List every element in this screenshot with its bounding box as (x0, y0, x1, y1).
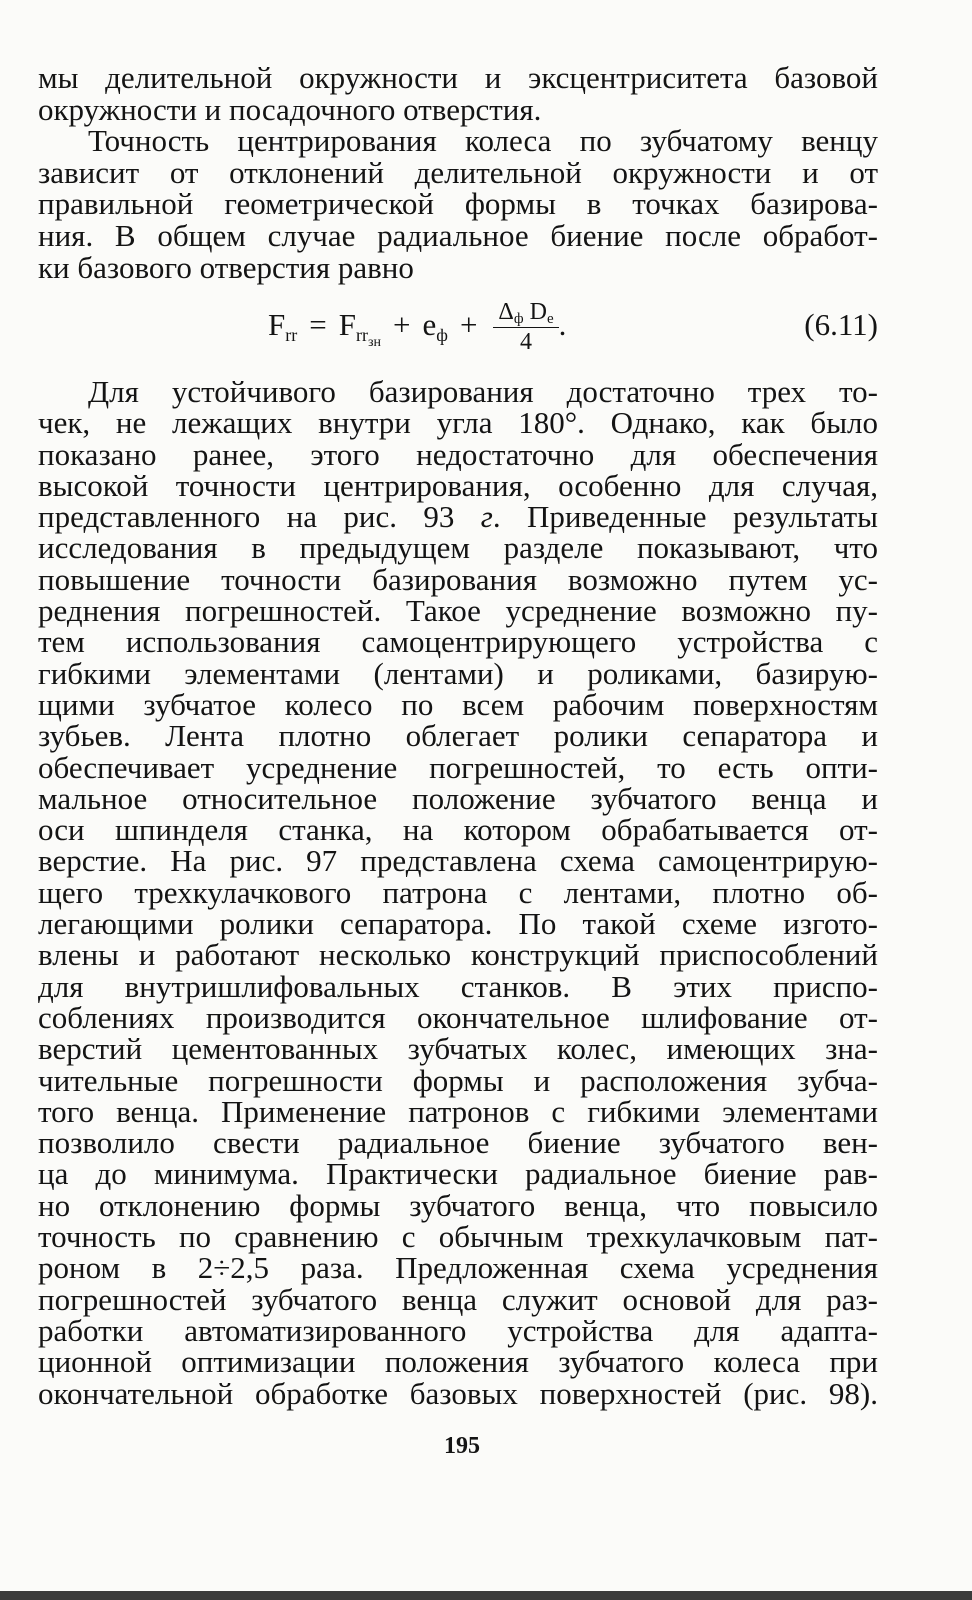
text-fragment: представленного на рис. 93 (38, 499, 481, 535)
text-line: высокой точности центрирования, особенно для случая, (38, 467, 878, 503)
fraction-numerator (493, 300, 558, 328)
text-line: гибкими элементами (лентами) и роликами, базирую- (38, 655, 878, 691)
text-line: зубьев. Лента плотно облегает ролики сепаратора и (38, 718, 878, 754)
paragraph (38, 376, 878, 1409)
equation-6-11 (268, 300, 878, 355)
text-line: ки базового отверстия равно (38, 249, 414, 285)
text-line: щими зубчатое колесо по всем рабочим поверхностям (38, 686, 878, 722)
text-line: окончательной обработке базовых поверхностей (рис. 98). (38, 1375, 878, 1411)
equals-sign: = (309, 306, 327, 342)
paragraph (38, 125, 878, 283)
text-line: щего трехкулачкового патрона с лентами, плотно об- (38, 874, 878, 910)
text-line: легающими ролики сепаратора. По такой схеме изгото- (38, 906, 878, 942)
text-line (38, 499, 879, 535)
figure-letter-italic: г (480, 499, 493, 535)
subscript: ф (513, 311, 524, 327)
text-line: но отклонению формы зубчатого венца, что повысило (38, 1187, 878, 1223)
text-block-main (38, 376, 878, 1409)
text-line: реднения погрешностей. Такое усреднение возможно пу- (38, 593, 878, 629)
symbol-delta: Δ (498, 299, 514, 325)
text-line: соблениях производится окончательное шлифование от- (38, 999, 878, 1035)
symbol-e: e (422, 306, 437, 342)
subscript-text: rr (355, 324, 368, 345)
symbol-f: F (338, 306, 356, 342)
text-line: мы делительной окружности и эксцентриситета базовой (38, 60, 878, 95)
plus-sign: + (459, 306, 478, 342)
subscript: e (546, 311, 554, 327)
equation-period: . (558, 306, 567, 342)
text-line: окружности и посадочного отверстия. (38, 91, 542, 127)
text-line: мальное относительное положение зубчатого венца и (38, 780, 878, 816)
text-line: чек, не лежащих внутри угла 180°. Однако, как было (38, 405, 878, 441)
text-line: зависит от отклонений делительной окружности и от (38, 154, 878, 190)
scan-edge (0, 1591, 972, 1600)
text-line: работки автоматизированного устройства для адапта- (38, 1312, 878, 1348)
subscript: ф (436, 324, 448, 345)
text-line: Для устойчивого базирования достаточно трех то- (88, 374, 878, 409)
text-line: роном в 2÷2,5 раза. Предложенная схема усреднения (38, 1250, 878, 1286)
text-line: исследования в предыдущем разделе показывают, что (38, 530, 878, 566)
text-line: обеспечивает усреднение погрешностей, то есть опти- (38, 749, 878, 785)
text-line: оси шпинделя станка, на котором обрабатывается от- (38, 812, 878, 848)
equation-number: (6.11) (804, 306, 878, 342)
text-line: повышение точности базирования возможно путем ус- (38, 561, 878, 597)
text-line: влены и работают несколько конструкций приспособлений (38, 937, 878, 973)
text-line: ния. В общем случае радиальное биение после обработ- (38, 217, 878, 253)
subscript (355, 324, 382, 350)
subscript: rr (285, 324, 298, 345)
text-line: для внутришлифовальных станков. В этих приспо- (38, 968, 878, 1004)
text-fragment: . Приведенные результаты (492, 499, 879, 535)
text-line: позволило свести радиальное биение зубчатого вен- (38, 1125, 878, 1161)
text-block-top (38, 62, 878, 283)
equation-expression (268, 300, 566, 355)
text-line: Точность центрирования колеса по зубчатому венцу (88, 123, 878, 159)
text-line: точность по сравнению с обычным трехкулачковым пат- (38, 1219, 878, 1255)
text-line: верстие. На рис. 97 представлена схема самоцентрирую- (38, 843, 878, 879)
text-line: того венца. Применение патронов с гибкими элементами (38, 1093, 878, 1129)
paragraph-continued (38, 62, 878, 125)
plus-sign: + (393, 306, 411, 342)
text-line: чительные погрешности формы и расположения зубча- (38, 1062, 878, 1098)
text-line: верстий цементованных зубчатых колес, имеющих зна- (38, 1031, 878, 1067)
text-line: ца до минимума. Практически радиальное биение рав- (38, 1156, 878, 1192)
sub-subscript: зн (367, 334, 382, 350)
text-line: правильной геометрической формы в точках базирова- (38, 186, 878, 222)
symbol-f: F (268, 306, 286, 342)
fraction (493, 300, 558, 355)
page-number: 195 (444, 1433, 480, 1459)
fraction-denominator: 4 (520, 329, 533, 356)
text-line: ционной оптимизации положения зубчатого колеса при (38, 1344, 878, 1380)
symbol-d: D (529, 299, 547, 325)
text-line: погрешностей зубчатого венца служит основой для раз- (38, 1281, 878, 1317)
text-line: показано ранее, этого недостаточно для обеспечения (38, 436, 878, 472)
text-line: тем использования самоцентрирующего устройства с (38, 624, 878, 660)
